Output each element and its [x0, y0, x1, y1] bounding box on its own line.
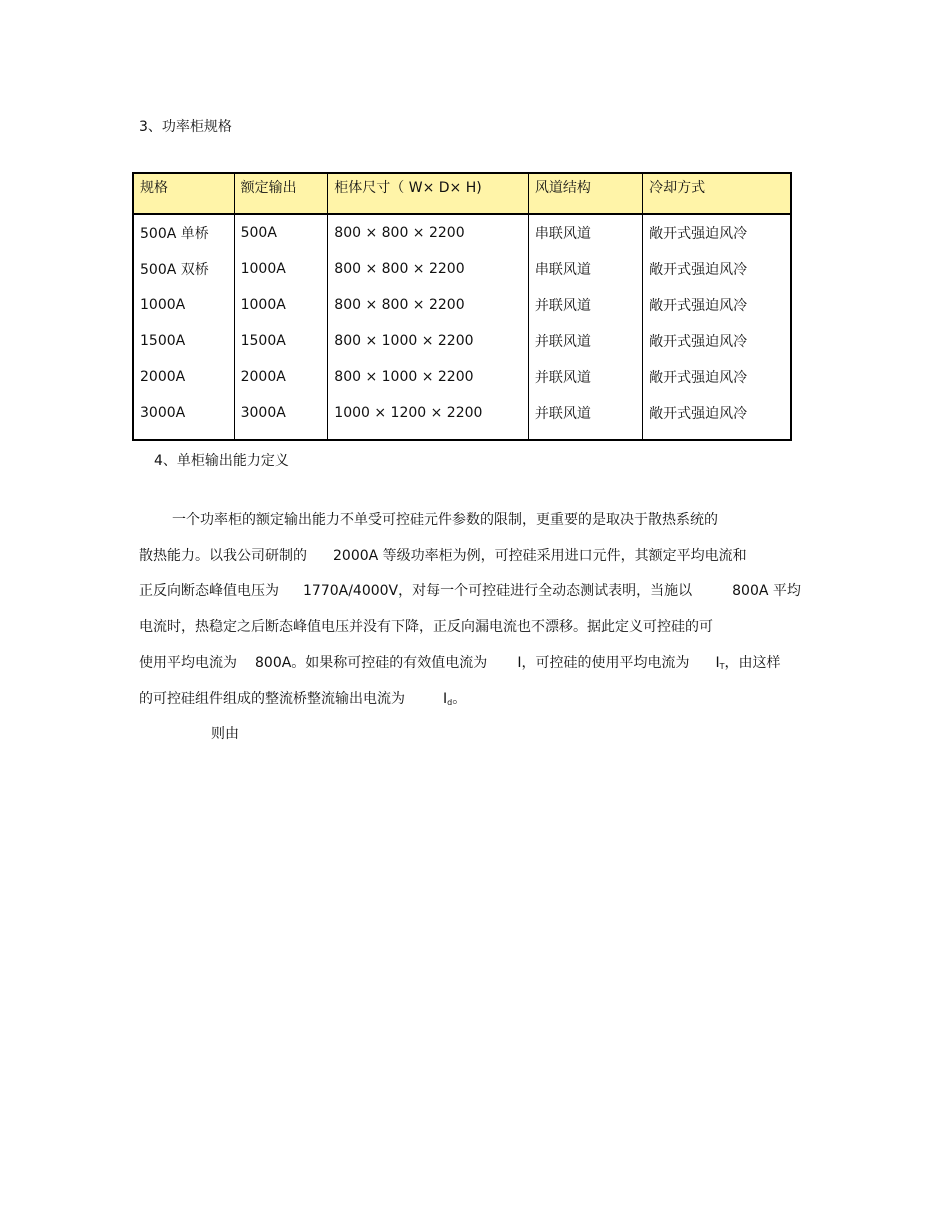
table-row: [133, 395, 791, 440]
paragraph-line: [139, 652, 780, 672]
section-3-heading: 3、功率柜规格: [139, 119, 232, 135]
text-run: 800A 平均: [732, 583, 801, 599]
table-cell: 并联风道: [528, 359, 642, 395]
table-cell: 1000A: [234, 287, 328, 323]
table-cell: 1000A: [133, 287, 234, 323]
text-run: 1770A/4000V，对每一个可控硅进行全动态测试表明，当施以: [303, 583, 693, 599]
text-run: 的可控硅组件组成的整流桥整流输出电流为: [139, 691, 405, 707]
paragraph-line: [139, 580, 801, 600]
table-cell: 1500A: [234, 323, 328, 359]
table-row: [133, 287, 791, 323]
text-run: 使用平均电流为: [139, 655, 237, 671]
table-row: [133, 323, 791, 359]
header-cell: 冷却方式: [643, 173, 791, 214]
table-cell: 敞开式强迫风冷: [643, 287, 791, 323]
table-cell: 500A: [234, 214, 328, 251]
table-header-row: [133, 173, 791, 214]
table-cell: 敞开式强迫风冷: [643, 323, 791, 359]
text-run: 则由: [211, 726, 239, 742]
text-run: 。: [452, 691, 467, 707]
table-row: [133, 251, 791, 287]
table-cell: 800 × 1000 × 2200: [328, 359, 529, 395]
table-cell: 敞开式强迫风冷: [643, 214, 791, 251]
table-cell: 3000A: [133, 395, 234, 440]
table-cell: 并联风道: [528, 287, 642, 323]
table-cell: 800 × 1000 × 2200: [328, 323, 529, 359]
table-cell: 500A 单桥: [133, 214, 234, 251]
header-cell: 风道结构: [528, 173, 642, 214]
table-cell: 1000 × 1200 × 2200: [328, 395, 529, 440]
table-cell: 并联风道: [528, 395, 642, 440]
table-cell: 串联风道: [528, 214, 642, 251]
text-run: ，由这样: [724, 655, 781, 671]
table-row: [133, 214, 791, 251]
header-cell: 规格: [133, 173, 234, 214]
header-cell: 额定输出: [234, 173, 328, 214]
text-run: 2000A 等级功率柜为例，可控硅采用进口元件，其额定平均电流和: [333, 548, 747, 564]
text-run: I: [443, 691, 448, 707]
paragraph-line: [211, 723, 239, 743]
text-run: 电流时，热稳定之后断态峰值电压并没有下降，正反向漏电流也不漂移。据此定义可控硅的可: [139, 619, 713, 635]
text-run: 800A。如果称可控硅的有效值电流为: [255, 655, 488, 671]
table-cell: 串联风道: [528, 251, 642, 287]
text-run: 正反向断态峰值电压为: [139, 583, 279, 599]
table-cell: 1000A: [234, 251, 328, 287]
section-4-heading: 4、单柜输出能力定义: [154, 453, 289, 469]
table-cell: 2000A: [234, 359, 328, 395]
table-cell: 敞开式强迫风冷: [643, 395, 791, 440]
paragraph-line: [139, 545, 747, 565]
paragraph-line: [172, 509, 718, 529]
table-cell: 敞开式强迫风冷: [643, 251, 791, 287]
table-cell: 800 × 800 × 2200: [328, 214, 529, 251]
table-row: [133, 359, 791, 395]
table-cell: 800 × 800 × 2200: [328, 251, 529, 287]
paragraph-line: [139, 616, 713, 636]
text-run: 一个功率柜的额定输出能力不单受可控硅元件参数的限制，更重要的是取决于散热系统的: [172, 512, 718, 528]
header-cell: 柜体尺寸（ W× D× H): [328, 173, 529, 214]
table-cell: 2000A: [133, 359, 234, 395]
subscript: T: [719, 662, 725, 671]
subscript: d: [447, 698, 453, 707]
table-cell: 3000A: [234, 395, 328, 440]
text-run: I: [715, 655, 720, 671]
table-cell: 500A 双桥: [133, 251, 234, 287]
table-cell: 并联风道: [528, 323, 642, 359]
table-cell: 800 × 800 × 2200: [328, 287, 529, 323]
text-run: 散热能力。以我公司研制的: [139, 548, 307, 564]
text-run: I，可控硅的使用平均电流为: [517, 655, 690, 671]
table-cell: 敞开式强迫风冷: [643, 359, 791, 395]
spec-table: [132, 172, 792, 441]
table-cell: 1500A: [133, 323, 234, 359]
paragraph-line: [139, 688, 466, 708]
